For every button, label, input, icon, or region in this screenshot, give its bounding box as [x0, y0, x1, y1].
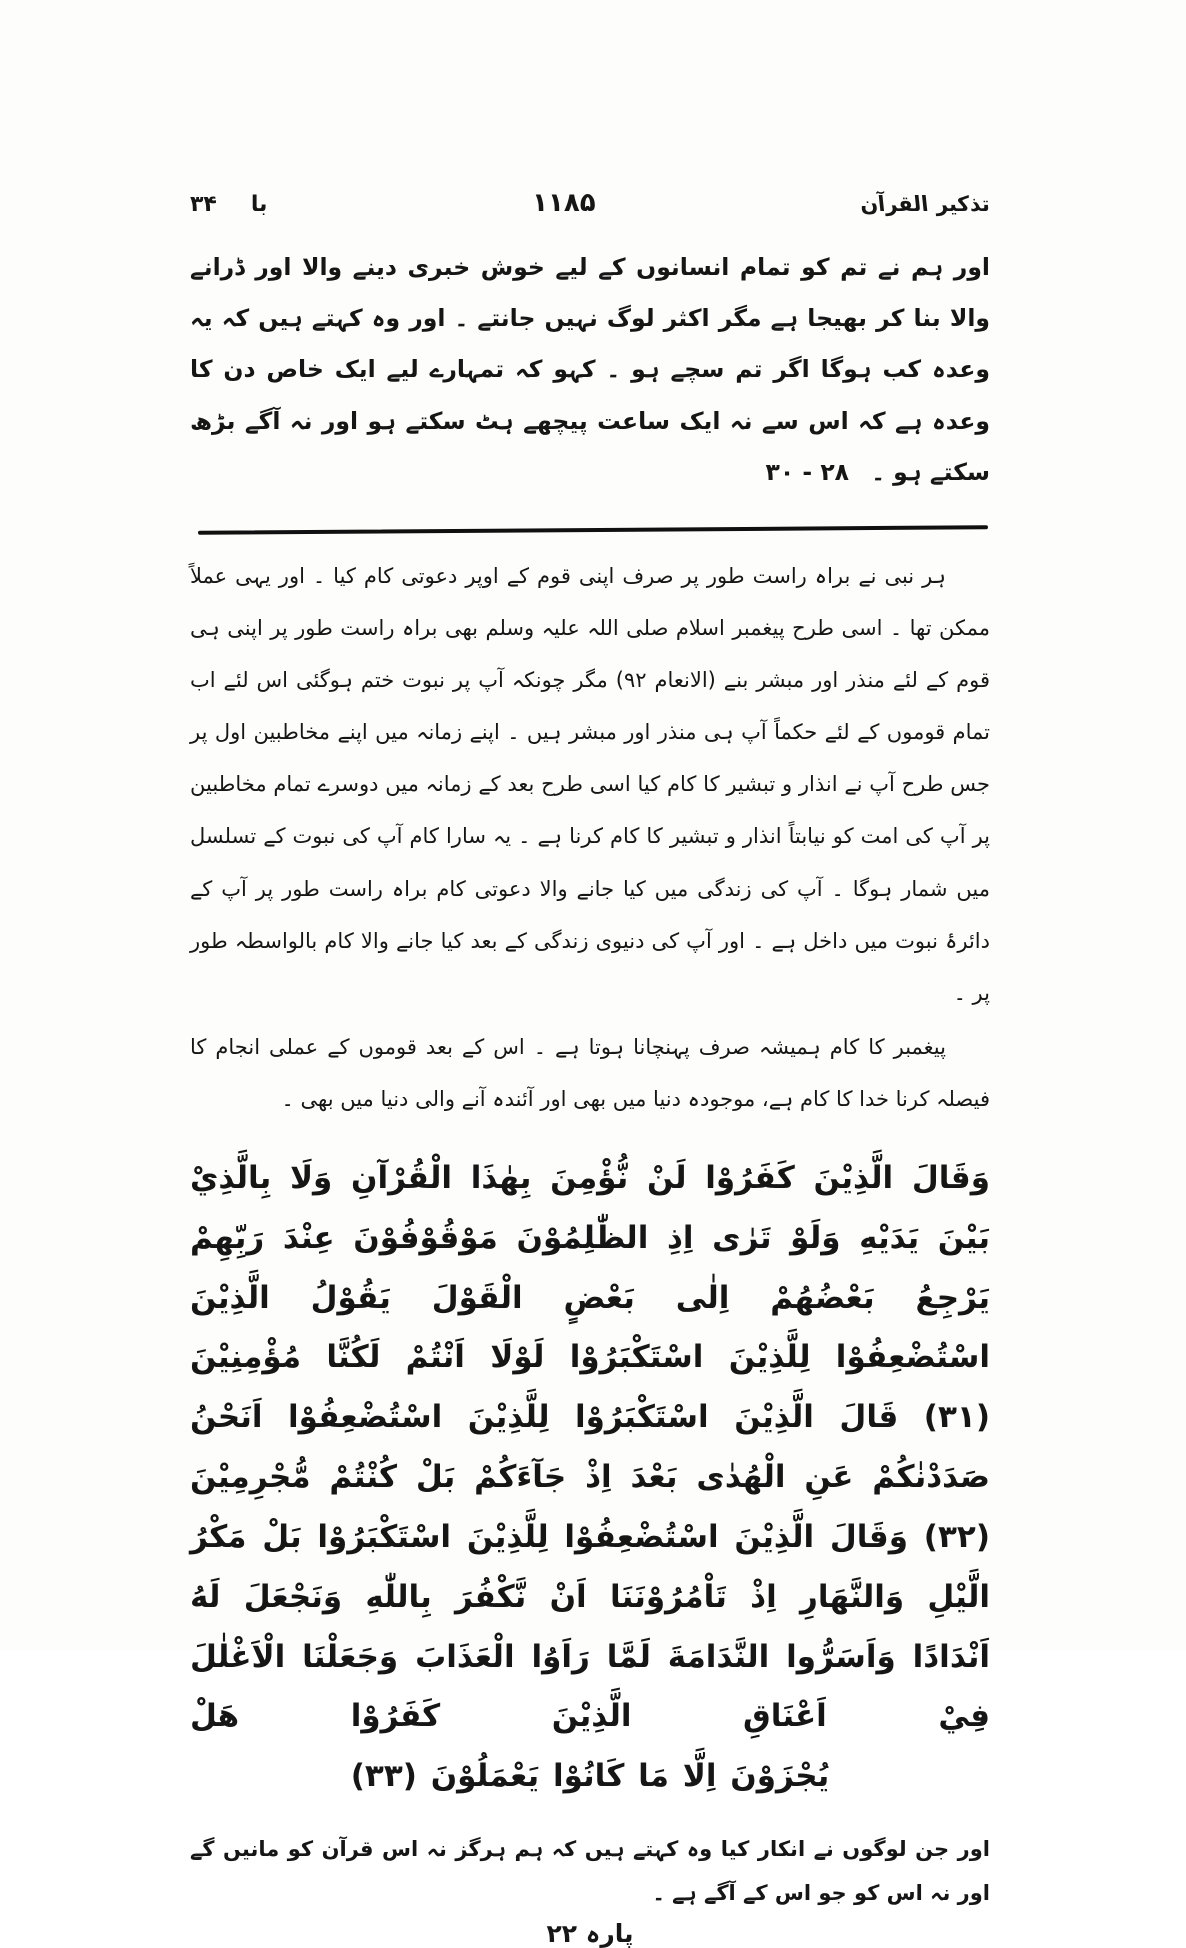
commentary-paragraph-2: پیغمبر کا کام ہمیشہ صرف پہنچانا ہوتا ہے ۔ اس کے بعد قوموں کے عملی انجام کا فیصلہ کرنا خدا کا کام ہے، موجودہ دنیا میں بھی اور آئندہ آنے والی دنیا میں بھی ۔: [190, 1034, 990, 1111]
page-header: [190, 188, 990, 218]
page-number: ۱۱۸۵: [532, 188, 596, 218]
book-title: تذکیر القرآن: [859, 192, 992, 216]
section-divider: [198, 525, 988, 535]
surah-reference: [190, 192, 267, 217]
verse-translation-top-text: اور ہم نے تم کو تمام انسانوں کے لیے خوش خبری دینے والا اور ڈرانے والا بنا کر بھیجا ہے مگر اکثر لوگ نہیں جانتے ۔ اور وہ کہتے ہیں کہ یہ وعدہ کب ہوگا اگر تم سچے ہو ۔ کہو کہ تمہارے لیے ایک خاص دن کا وعدہ ہے کہ اس سے نہ ایک ساعت پیچھے ہٹ سکتے ہو اور نہ آگے بڑھ سکتے ہو ۔: [190, 253, 990, 486]
verse-translation-bottom: اور جن لوگوں نے انکار کیا وہ کہتے ہیں کہ ہم ہرگز نہ اس قرآن کو مانیں گے اور نہ اس کو جو اس کے آگے ہے ۔: [190, 1837, 990, 1906]
para-number: پارہ ۲۲: [546, 1919, 634, 1948]
surah-name: با: [250, 192, 268, 217]
verse-range: ۲۸ - ۳۰: [765, 457, 850, 486]
quran-arabic-text: وَقَالَ الَّذِيْنَ كَفَرُوْا لَنْ نُّؤْمِنَ بِهٰذَا الْقُرْآنِ وَلَا بِالَّذِيْ بَيْنَ يَدَيْهِ وَلَوْ تَرٰى اِذِ الظّٰلِمُوْنَ مَوْقُوْفُوْنَ عِنْدَ رَبِّهِمْ يَرْجِعُ بَعْضُهُمْ اِلٰى بَعْضٍ الْقَوْلَ يَقُوْلُ الَّذِيْنَ اسْتُضْعِفُوْا لِلَّذِيْنَ اسْتَكْبَرُوْا لَوْلَا اَنْتُمْ لَكُنَّا مُؤْمِنِيْنَ (۳۱) قَالَ الَّذِيْنَ اسْتَكْبَرُوْا لِلَّذِيْنَ اسْتُضْعِفُوْا اَنَحْنُ صَدَدْنٰكُمْ عَنِ الْهُدٰى بَعْدَ اِذْ جَآءَكُمْ بَلْ كُنْتُمْ مُّجْرِمِيْنَ (۳۲) وَقَالَ الَّذِيْنَ اسْتُضْعِفُوْا لِلَّذِيْنَ اسْتَكْبَرُوْا بَلْ مَكْرُ الَّيْلِ وَالنَّهَارِ اِذْ تَاْمُرُوْنَنَا اَنْ نَّكْفُرَ بِاللّٰهِ وَنَجْعَلَ لَهُ اَنْدَادًا وَاَسَرُّوا النَّدَامَةَ لَمَّا رَاَوُا الْعَذَابَ وَجَعَلْنَا الْاَغْلٰلَ فِيْ اَعْنَاقِ الَّذِيْنَ كَفَرُوْا هَلْ: [190, 1159, 990, 1735]
surah-number: ۳۴: [190, 192, 217, 217]
quran-arabic-last-line: يُجْزَوْنَ اِلَّا مَا كَانُوْا يَعْمَلُوْنَ (۳۳): [350, 1758, 830, 1795]
page-content: [190, 188, 990, 1948]
verse-translation-top: [190, 242, 990, 498]
commentary-paragraph-1: ہر نبی نے براہ راست طور پر صرف اپنی قوم کے اوپر دعوتی کام کیا ۔ اور یہی عملاً ممکن تھا ۔ اسی طرح پیغمبر اسلام صلی اللہ علیہ وسلم بھی براہ راست طور پر اپنی ہی قوم کے لئے منذر اور مبشر بنے (الانعام ۹۲) مگر چونکہ آپ پر نبوت ختم ہوگئی اس لئے اب تمام قوموں کے لئے حکماً آپ ہی منذر اور مبشر ہیں ۔ اپنے زمانہ میں اپنے مخاطبین اول پر جس طرح آپ نے انذار و تبشیر کا کام کیا اسی طرح بعد کے زمانہ میں دوسرے تمام مخاطبین پر آپ کی امت کو نیابتاً انذار و تبشیر کا کام کرنا ہے ۔ یہ سارا کام آپ کی نبوت کے تسلسل میں شمار ہوگا ۔ آپ کی زندگی میں کیا جانے والا دعوتی کام براہ راست طور پر آپ کے دائرۂ نبوت میں داخل ہے ۔ اور آپ کی دنیوی زندگی کے بعد کیا جانے والا کام بالواسطہ طور پر ۔: [190, 564, 990, 1005]
